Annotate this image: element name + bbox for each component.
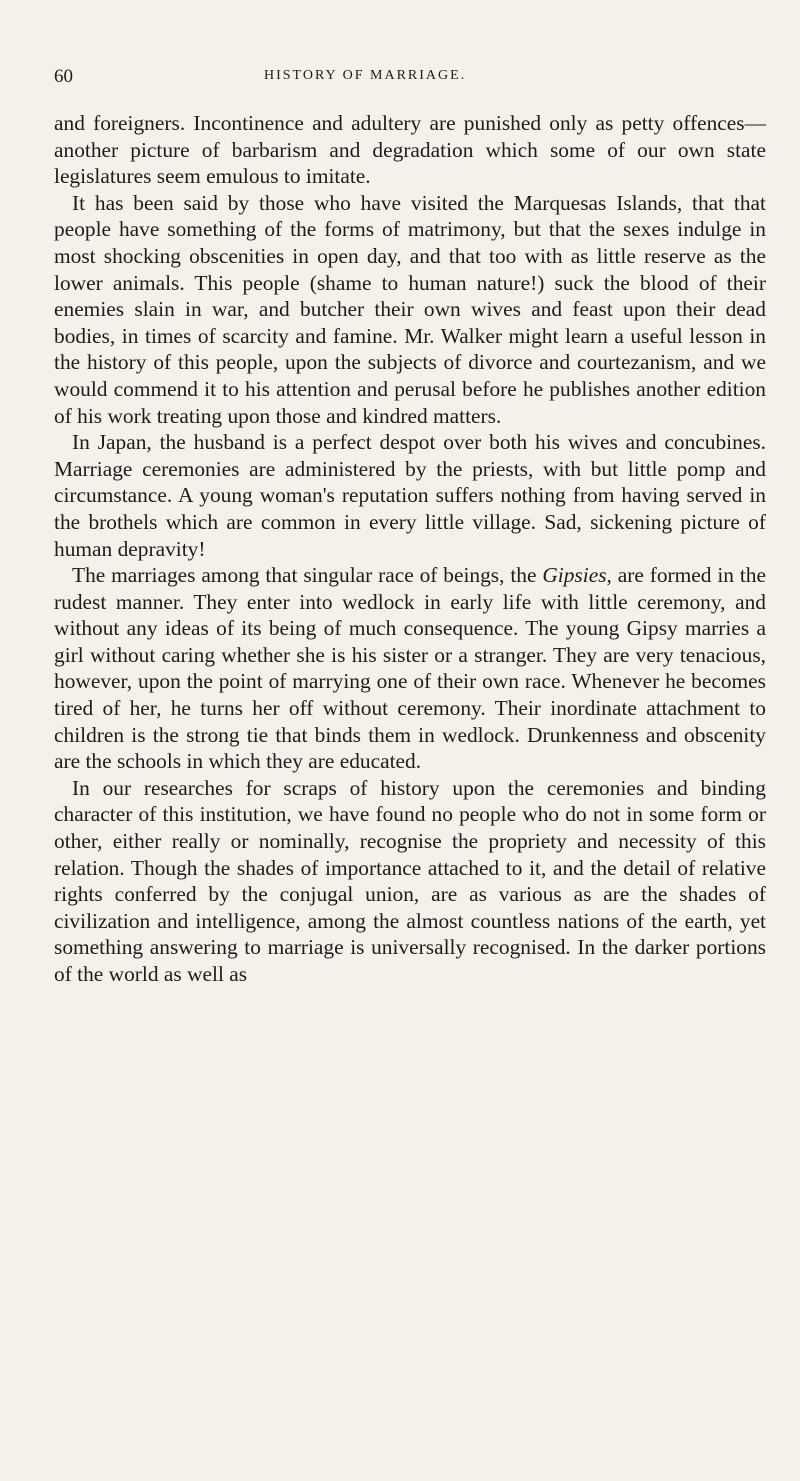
- paragraph-marquesas: It has been said by those who have visited the Marquesas Islands, that that people have something of the forms of matrimony, but that the sexes indulge in most shocking obscenities in open day, and that too with as little reserve as the lower animals. This people (shame to human nature!) suck the blood of their enemies slain in war, and butcher their own wives and feast upon their dead bodies, in times of scarcity and famine. Mr. Walker might learn a useful lesson in the history of this people, upon the subjects of divorce and courtezanism, and we would commend it to his attention and perusal before he publishes another edition of his work treating upon those and kindred matters.: [54, 190, 766, 428]
- body-text: [54, 110, 766, 988]
- running-head: [54, 66, 754, 92]
- gipsies-text-after: , are formed in the rudest manner. They enter into wedlock in early life with little ceremony, and without any ideas of its being of much consequence. The young Gipsy marries a girl without caring whether she is his sister or a stranger. They are very tenacious, however, upon the point of marrying one of their own race. Whenever he becomes tired of her, he turns her off without ceremony. Their inordinate attachment to children is the strong tie that binds them in wedlock. Drunkenness and obscenity are the schools in which they are educated.: [54, 563, 766, 774]
- running-title: HISTORY OF MARRIAGE.: [264, 68, 467, 83]
- paragraph-researches: In our researches for scraps of history upon the ceremonies and binding character of this institution, we have found no people who do not in some form or other, either really or nominally, recognise the propriety and necessity of this relation. Though the shades of importance attached to it, and the detail of relative rights conferred by the conjugal union, are as various as are the shades of civilization and intelligence, among the almost countless nations of the earth, yet something answering to marriage is universally recognised. In the darker portions of the world as well as: [54, 775, 766, 986]
- paragraph-continuation: and foreigners. Incontinence and adultery are punished only as petty offences—another picture of barbarism and degradation which some of our own state legislatures seem emulous to imitate.: [54, 111, 766, 189]
- gipsies-text-before: The marriages among that singular race of beings, the: [72, 563, 543, 588]
- paragraph-japan: In Japan, the husband is a perfect despot over both his wives and concubines. Marriage ceremonies are administered by the priests, with but little pomp and circumstance. A young woman's reputation suffers nothing from having served in the brothels which are common in every little village. Sad, sickening picture of human depravity!: [54, 430, 766, 561]
- paragraph-gipsies: [54, 562, 766, 775]
- page-number: 60: [54, 66, 73, 87]
- gipsies-emphasis: Gipsies: [542, 563, 607, 588]
